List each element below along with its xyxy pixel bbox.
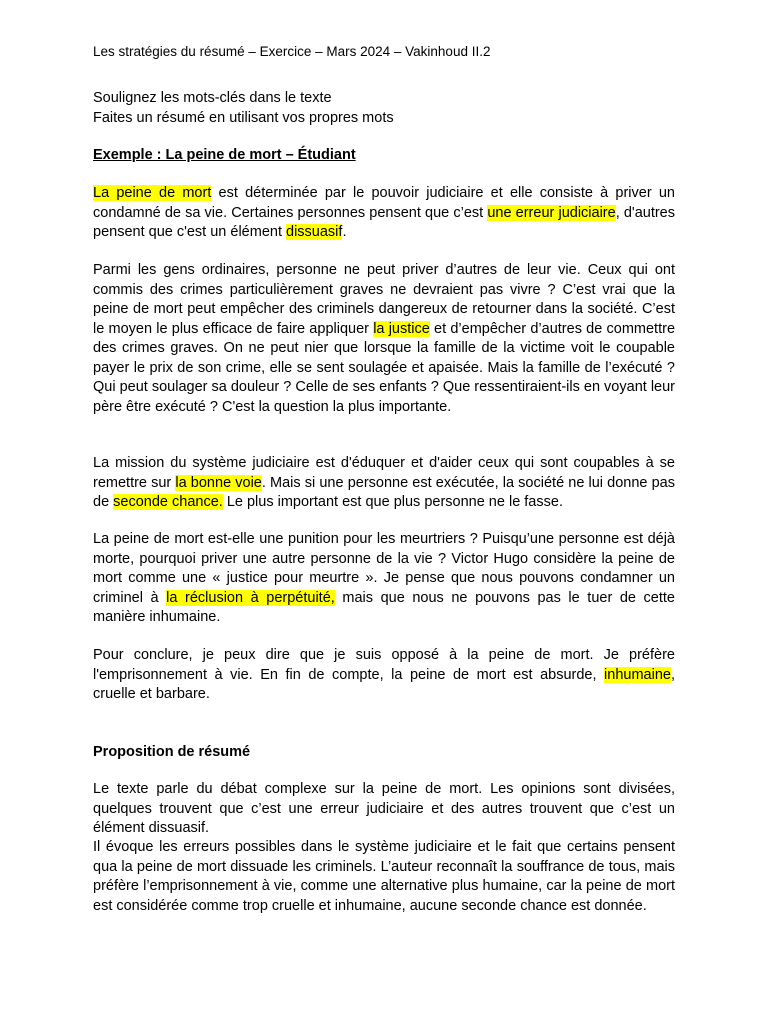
highlight-keyword: dissuasif bbox=[286, 224, 343, 240]
paragraph-text: , d'autres pensent que c'est un élément bbox=[93, 204, 675, 240]
highlight-keyword: la bonne voie bbox=[175, 474, 262, 491]
paragraph-text: est déterminée par le pouvoir judiciaire et elle consiste à priver un condamné de sa vie. Certaines personnes pensent que c’est bbox=[93, 185, 675, 221]
example-title: Exemple : La peine de mort – Étudiant bbox=[93, 147, 356, 163]
paragraph-text: Parmi les gens ordinaires, personne ne peut priver d’autres de leur vie. Ceux qui ont commis des crimes particulièrement graves ne devraient pas vivre ? C’est vrai que la peine de mort peut empêcher des criminels dangereux de retourner dans la société. C’est le moyen le plus efficace de faire appliquer bbox=[93, 262, 675, 337]
highlight-keyword: la réclusion à perpétuité, bbox=[166, 589, 335, 606]
example-paragraph-5 bbox=[93, 646, 675, 705]
summary-paragraph-2: Il évoque les erreurs possibles dans le système judiciaire et le fait que certains pensent qua la peine de mort dissuade les criminels. L’auteur reconnaît la souffrance de tous, mais préfère l’emprisonnement à vie, comme une alternative plus humaine, car la peine de mort est considérée comme trop cruelle et inhumaine, aucune seconde chance est donnée. bbox=[93, 839, 675, 914]
instruction-underline-keywords: Soulignez les mots-clés dans le texte bbox=[93, 90, 332, 106]
paragraph-text: Le plus important est que plus personne ne le fasse. bbox=[222, 494, 563, 510]
instruction-write-summary: Faites un résumé en utilisant vos propres mots bbox=[93, 109, 394, 126]
instructions bbox=[93, 89, 394, 128]
paragraph-text: , cruelle et barbare. bbox=[93, 666, 675, 702]
paragraph-text: . Mais si une personne est exécutée, la société ne lui donne pas de bbox=[93, 474, 675, 510]
paragraph-text: La mission du système judiciaire est d'éduquer et d'aider ceux qui sont coupables à se remettre sur bbox=[93, 455, 675, 491]
paragraph-text: mais que nous ne pouvons pas le tuer de cette manière inhumaine. bbox=[93, 589, 675, 625]
paragraph-text: Pour conclure, je peux dire que je suis opposé à la peine de mort. Je préfère l'emprisonnement à vie. En fin de compte, la peine de mort est absurde, bbox=[93, 647, 675, 683]
paragraph-text: . bbox=[342, 224, 347, 240]
document-header: Les stratégies du résumé – Exercice – Mars 2024 – Vakinhoud II.2 bbox=[93, 44, 491, 59]
summary-title: Proposition de résumé bbox=[93, 744, 251, 760]
highlight-keyword: La peine de mort bbox=[93, 185, 212, 201]
highlight-keyword: inhumaine bbox=[604, 666, 671, 683]
example-paragraph-4 bbox=[93, 530, 675, 628]
highlight-keyword: seconde chance. bbox=[113, 494, 223, 510]
example-paragraph-1 bbox=[93, 184, 675, 243]
highlight-keyword: la justice bbox=[373, 320, 430, 337]
example-paragraph-3 bbox=[93, 454, 675, 513]
summary-paragraph-1: Le texte parle du débat complexe sur la peine de mort. Les opinions sont divisées, quelques trouvent que c’est une erreur judiciaire et des autres trouvent que c’est un élément dissuasif. bbox=[93, 781, 675, 836]
example-paragraph-2 bbox=[93, 261, 675, 417]
paragraph-text: La peine de mort est-elle une punition pour les meurtriers ? Puisqu’une personne est déjà morte, pourquoi priver une autre personne de la vie ? Victor Hugo considère la peine de mort comme une « justice pour meurtre ». Je pense que nous pouvons condamner un criminel à bbox=[93, 531, 675, 606]
paragraph-text: et d’empêcher d’autres de commettre des crimes graves. On ne peut nier que lorsque la famille de la victime voit le coupable payer le prix de son crime, elle se sent soulagée et apaisée. Mais la famille de l’exécuté ? Qui peut soulager sa douleur ? Celle de ses enfants ? Que ressentiraient-ils en voyant leur père être exécuté ? C'est la question la plus importante. bbox=[93, 320, 676, 415]
highlight-keyword: une erreur judiciaire bbox=[487, 204, 616, 221]
